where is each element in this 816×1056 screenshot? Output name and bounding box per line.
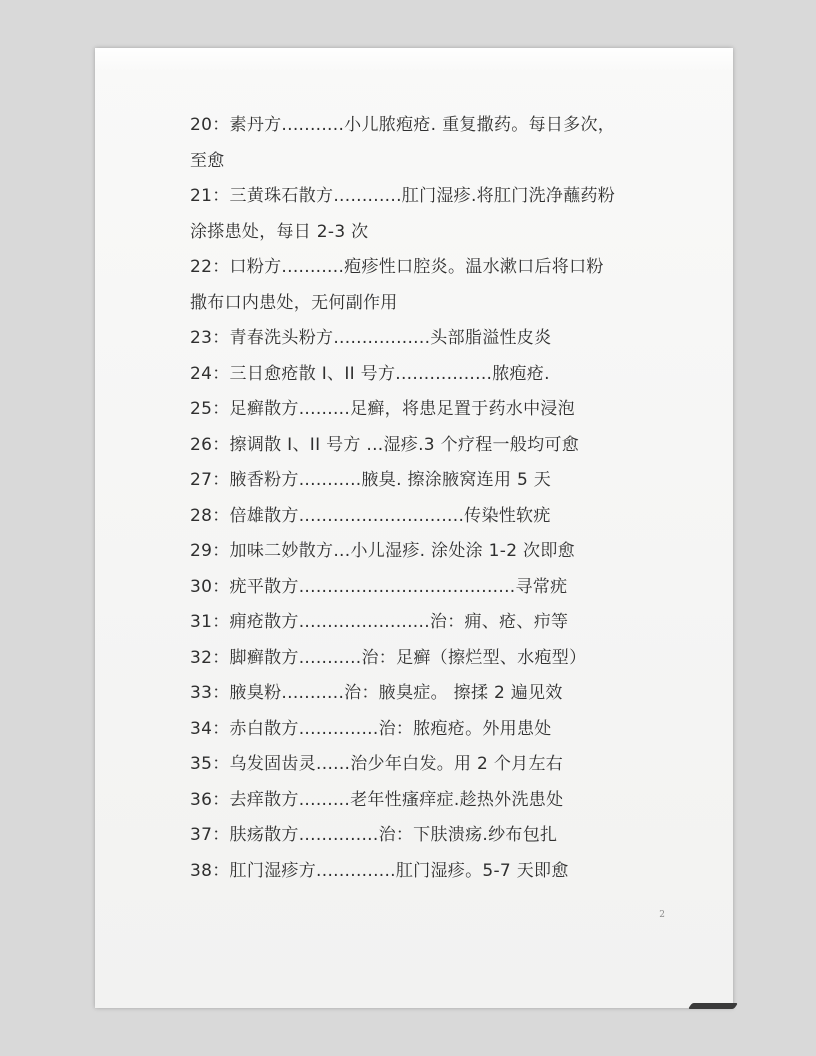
entry-continuation: 撒布口内患处，无何副作用	[190, 292, 398, 313]
entry-text: 32：脚癣散方...........治：足癣（擦烂型、水疱型）	[190, 647, 587, 668]
entry-continuation: 涂搽患处，每日 2-3 次	[190, 221, 369, 242]
entry-text: 27：腋香粉方...........腋臭. 擦涂腋窝连用 5 天	[190, 470, 552, 490]
entry-text: 30：疣平散方......................................寻常疣	[190, 576, 568, 597]
entry-text: 26：擦调散 I、II 号方 ...湿疹.3 个疗程一般均可愈	[190, 434, 580, 455]
entry-continuation: 至愈	[190, 150, 225, 171]
entry-text: 31：痈疮散方.......................治：痈、疮、疖等	[190, 612, 569, 632]
entry-text: 35：乌发固齿灵......治少年白发。用 2 个月左右	[190, 754, 564, 774]
list-item	[190, 641, 670, 677]
entry-text: 22：口粉方...........疱疹性口腔炎。温水漱口后将口粉	[190, 257, 604, 277]
list-item	[190, 712, 670, 748]
list-item	[190, 428, 670, 464]
entry-text: 29：加味二妙散方...小儿湿疹. 涂处涂 1-2 次即愈	[190, 541, 575, 561]
list-item	[190, 570, 670, 606]
entry-text: 38：肛门湿疹方..............肛门湿疹。5-7 天即愈	[190, 860, 569, 881]
list-item	[190, 605, 670, 641]
document-page	[95, 48, 733, 1008]
page-number: 2	[659, 910, 665, 920]
list-item	[190, 463, 670, 499]
list-item	[190, 499, 670, 535]
list-item	[190, 783, 670, 819]
list-item	[190, 818, 670, 854]
list-item	[190, 534, 670, 570]
entry-text: 33：腋臭粉...........治：腋臭症。 擦揉 2 遍见效	[190, 683, 563, 703]
list-item	[190, 250, 670, 321]
entry-text: 36：去痒散方.........老年性瘙痒症.趁热外洗患处	[190, 789, 564, 810]
entry-text: 24：三日愈疮散 I、II 号方.................脓疱疮.	[190, 363, 550, 384]
list-item	[190, 357, 670, 393]
entry-text: 34：赤白散方..............治：脓疱疮。外用患处	[190, 718, 552, 739]
list-item	[190, 854, 670, 890]
list-item	[190, 676, 670, 712]
entry-text: 21：三黄珠石散方............肛门湿疹.将肛门洗净蘸药粉	[190, 186, 616, 206]
scan-edge-mark	[688, 1003, 738, 1009]
entry-text: 25：足癣散方.........足癣，将患足置于药水中浸泡	[190, 399, 575, 419]
list-item	[190, 747, 670, 783]
entry-text: 37：肤疡散方..............治：下肤溃疡.纱布包扎	[190, 825, 558, 845]
list-item	[190, 321, 670, 357]
entry-text: 28：倍雄散方.............................传染性软疣	[190, 505, 551, 526]
entry-text: 20：素丹方...........小儿脓疱疮. 重复撒药。每日多次，	[190, 115, 616, 135]
list-item	[190, 392, 670, 428]
entry-text: 23：青春洗头粉方.................头部脂溢性皮炎	[190, 328, 552, 348]
list-item	[190, 108, 670, 179]
list-item	[190, 179, 670, 250]
remedy-list	[190, 108, 670, 889]
